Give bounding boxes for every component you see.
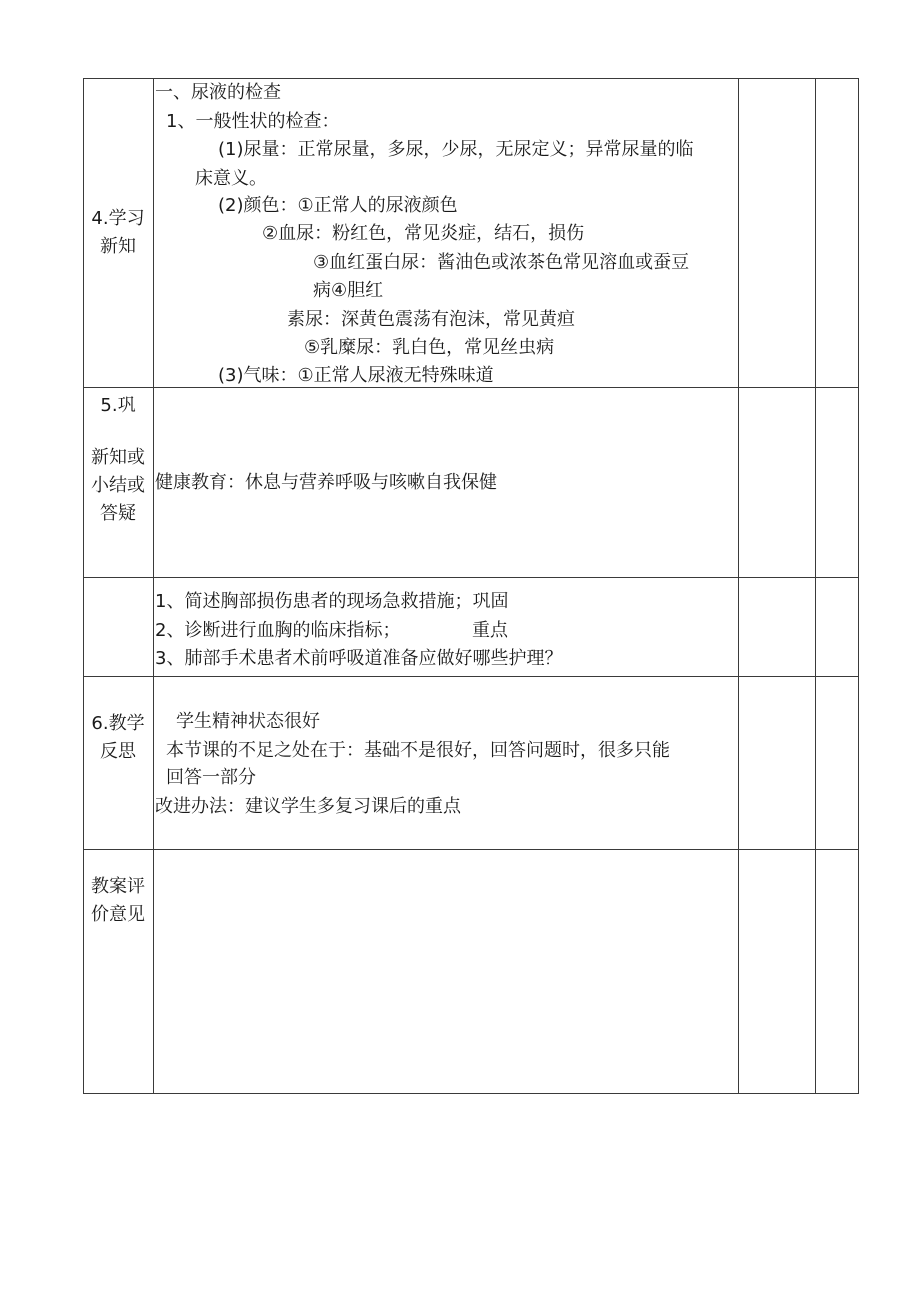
row-label-consolidate-line2: 新知或 <box>91 447 145 468</box>
row-divider-1 <box>83 387 859 388</box>
learn-line-4: 床意义。 <box>195 168 267 189</box>
row-label-reflection-line1: 6.教学 <box>91 713 145 734</box>
row-divider-4 <box>83 849 859 850</box>
row-divider-2 <box>83 577 859 578</box>
row-divider-3 <box>83 676 859 677</box>
learn-line-9: 素尿：深黄色震荡有泡沫，常见黄疸 <box>287 309 575 330</box>
row-label-learn-line2: 新知 <box>100 236 136 257</box>
row-label-reflection <box>83 710 153 766</box>
reflection-line-3: 回答一部分 <box>166 767 256 788</box>
row-label-evaluation <box>83 873 153 929</box>
row-label-reflection-line2: 反思 <box>100 741 136 762</box>
learn-line-2: 1、一般性状的检查： <box>166 111 340 132</box>
table-border-right <box>858 78 859 1094</box>
learn-line-11: (3)气味：①正常人尿液无特殊味道 <box>218 365 494 386</box>
column-divider-label <box>153 78 154 1094</box>
row-label-consolidate-line3: 小结或 <box>91 475 145 496</box>
learn-line-8: 病④胆红 <box>313 280 384 301</box>
column-divider-content <box>738 78 739 1094</box>
reflection-line-1: 学生精神状态很好 <box>176 711 320 732</box>
row-label-learn-line1: 4.学习 <box>91 208 145 229</box>
reflection-line-4: 改进办法：建议学生多复习课后的重点 <box>155 796 461 817</box>
learn-line-3: (1)尿量：正常尿量，多尿，少尿，无尿定义；异常尿量的临 <box>218 139 694 160</box>
reflection-line-2: 本节课的不足之处在于：基础不是很好，回答问题时，很多只能 <box>166 740 670 761</box>
learn-line-10: ⑤乳糜尿：乳白色，常见丝虫病 <box>304 337 555 358</box>
learn-line-5: (2)颜色：①正常人的尿液颜色 <box>218 195 458 216</box>
question-1: 1、简述胸部损伤患者的现场急救措施；巩固 <box>155 591 509 612</box>
question-3: 3、肺部手术患者术前呼吸道准备应做好哪些护理？ <box>155 648 563 669</box>
row-label-consolidate <box>83 392 153 528</box>
row-label-evaluation-line2: 价意见 <box>91 904 145 925</box>
row-label-learn <box>83 205 153 261</box>
learn-line-1: 一、尿液的检查 <box>155 82 281 103</box>
column-divider-extra <box>815 78 816 1094</box>
learn-line-7: ③血红蛋白尿：酱油色或浓茶色常见溶血或蚕豆 <box>313 252 690 273</box>
row-label-consolidate-line4: 答疑 <box>100 503 136 524</box>
question-2-tag: 重点 <box>472 620 508 641</box>
row-label-evaluation-line1: 教案评 <box>91 876 145 897</box>
row-label-consolidate-line1: 5.巩 <box>100 395 136 416</box>
question-2: 2、诊断进行血胸的临床指标； <box>155 620 401 641</box>
table-border-bottom <box>83 1093 859 1094</box>
learn-line-6: ②血尿：粉红色，常见炎症，结石，损伤 <box>262 223 585 244</box>
table-border-top <box>83 78 859 79</box>
health-education-text: 健康教育：休息与营养呼吸与咳嗽自我保健 <box>155 472 497 493</box>
